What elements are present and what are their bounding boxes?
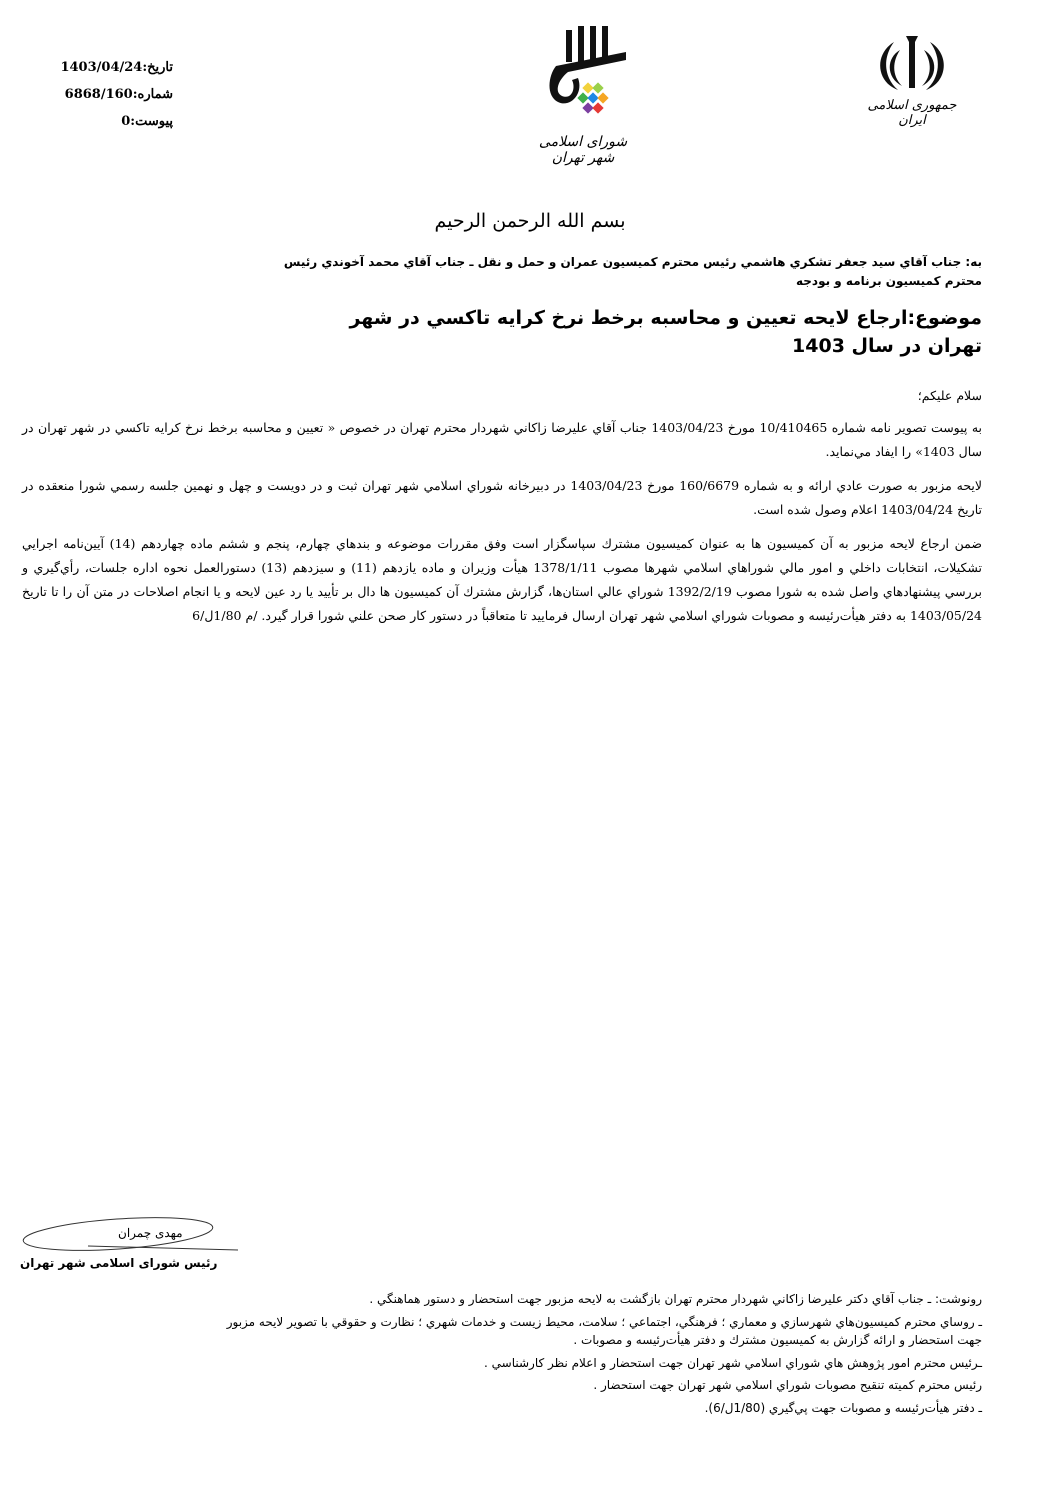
signatory-title: رئیس شورای اسلامی شهر تهران — [20, 1256, 218, 1270]
council-logo-mark-icon — [528, 22, 638, 132]
bismillah: بسم الله الرحمن الرحيم — [434, 210, 626, 232]
greeting: سلام عليكم؛ — [917, 388, 982, 403]
carbon-copy-list — [222, 1290, 982, 1421]
council-logo-caption: شورای اسلامی شهر تهران — [538, 134, 628, 166]
cc-item: رئيس محترم كميته تنقيح مصوبات شوراي اسلامي شهر تهران جهت استحضار . — [593, 1378, 982, 1392]
iran-emblem-icon — [862, 28, 962, 98]
meta-number-value: 6868/160 — [64, 87, 133, 102]
meta-date-label: تاریخ: — [142, 60, 173, 75]
cc-item: ـ روساي محترم كميسيون‌هاي شهرسازي و معماري ؛ فرهنگي، اجتماعي ؛ سلامت، محيط زيست و خدمات شهري ؛ نظارت و حقوقي با تصوير لايحه مزبور جهت استحضار و ارائه گزارش به كميسيون مشترك و دفتر هيأت‌رئيسه و مصوبات . — [226, 1314, 982, 1347]
signatory-name: مهدی چمران — [118, 1226, 183, 1240]
cc-item: ـرئيس محترم امور پژوهش هاي شوراي اسلامي شهر تهران جهت استحضار و اعلام نظر كارشناسي . — [484, 1355, 982, 1370]
meta-date-value: 1403/04/24 — [60, 60, 143, 75]
tehran-council-logo — [528, 22, 638, 166]
meta-attachment — [48, 108, 173, 135]
cc-item: ـ دفتر هيأت‌رئيسه و مصوبات جهت پي‌گيري (1/80ل/6). — [704, 1400, 982, 1415]
cc-item: رونوشت: ـ جناب آقاي دكتر عليرضا زاكاني شهردار محترم تهران بازگشت به لايحه مزبور جهت استحضار و دستور هماهنگي . — [369, 1292, 982, 1306]
meta-attachment-value: 0 — [121, 114, 131, 129]
letter-subject: موضوع:ارجاع لايحه تعيين و محاسبه برخط نرخ كرايه تاكسي در شهر تهران در سال 1403 — [349, 307, 982, 357]
letter-meta — [48, 54, 173, 135]
emblem-caption: جمهوری اسلامی ایران — [867, 98, 957, 128]
body-paragraph: لايحه مزبور به صورت عادي ارائه و به شماره 160/6679 مورخ 1403/04/23 در دبيرخانه شوراي اسلامي شهر تهران ثبت و در دويست و چهل و نهمين جلسه رسمي شورا منعقده در تاريخ 1403/04/24 اعلام وصول شده است. — [22, 478, 982, 517]
body-paragraph: به پيوست تصوير نامه شماره 10/410465 مورخ 1403/04/23 جناب آقاي عليرضا زاكاني شهردار محترم تهران در خصوص « تعيين و محاسبه برخط نرخ كرايه تاكسي در شهر تهران در سال 1403» را ايفاد مي‌نمايد. — [22, 420, 982, 459]
signature-block — [8, 1212, 238, 1282]
meta-number-label: شماره: — [132, 87, 173, 102]
body-paragraph: ضمن ارجاع لايحه مزبور به آن كميسيون ها به عنوان كميسيون مشترك سپاسگزار است وفق مقررات موضوعه و بندهاي چهارم، پنجم و ششم ماده چهاردهم (14) آيين‌نامه اجرايي تشكيلات، انتخابات داخلي و امور مالي شوراهاي اسلامي شهرها مصوب 1378/1/11 هيأت وزيران و ماده يازدهم (11) و سيزدهم (13) دستورالعمل نحوه اداره جلسات، رأي‌گيري و بررسي پيشنهادهاي واصل شده به شورا مصوب 1392/2/19 شوراي عالي استان‌ها، گزارش مشترك آن كميسيون ها دال بر تأييد يا رد عين لايحه و يا انجام اصلاحات در متن آن را تا تاريخ 1403/05/24 به دفتر هيأت‌رئيسه و مصوبات شوراي اسلامي شهر تهران ارسال فرماييد تا متعاقباً در دستور كار صحن علني شورا قرار گيرد. /م 1/80ل/6 — [22, 536, 983, 623]
iran-emblem — [862, 28, 962, 128]
meta-date — [48, 54, 173, 81]
meta-attachment-label: پیوست: — [130, 114, 173, 129]
meta-number — [48, 81, 173, 108]
letter-body — [22, 384, 982, 638]
letter-recipient: به: جناب آقاي سيد جعفر تشكري هاشمي رئيس محترم كميسيون عمران و حمل و نقل ـ جناب آقاي محمد آخوندي رئيس محترم كميسيون برنامه و بودجه — [283, 255, 982, 288]
